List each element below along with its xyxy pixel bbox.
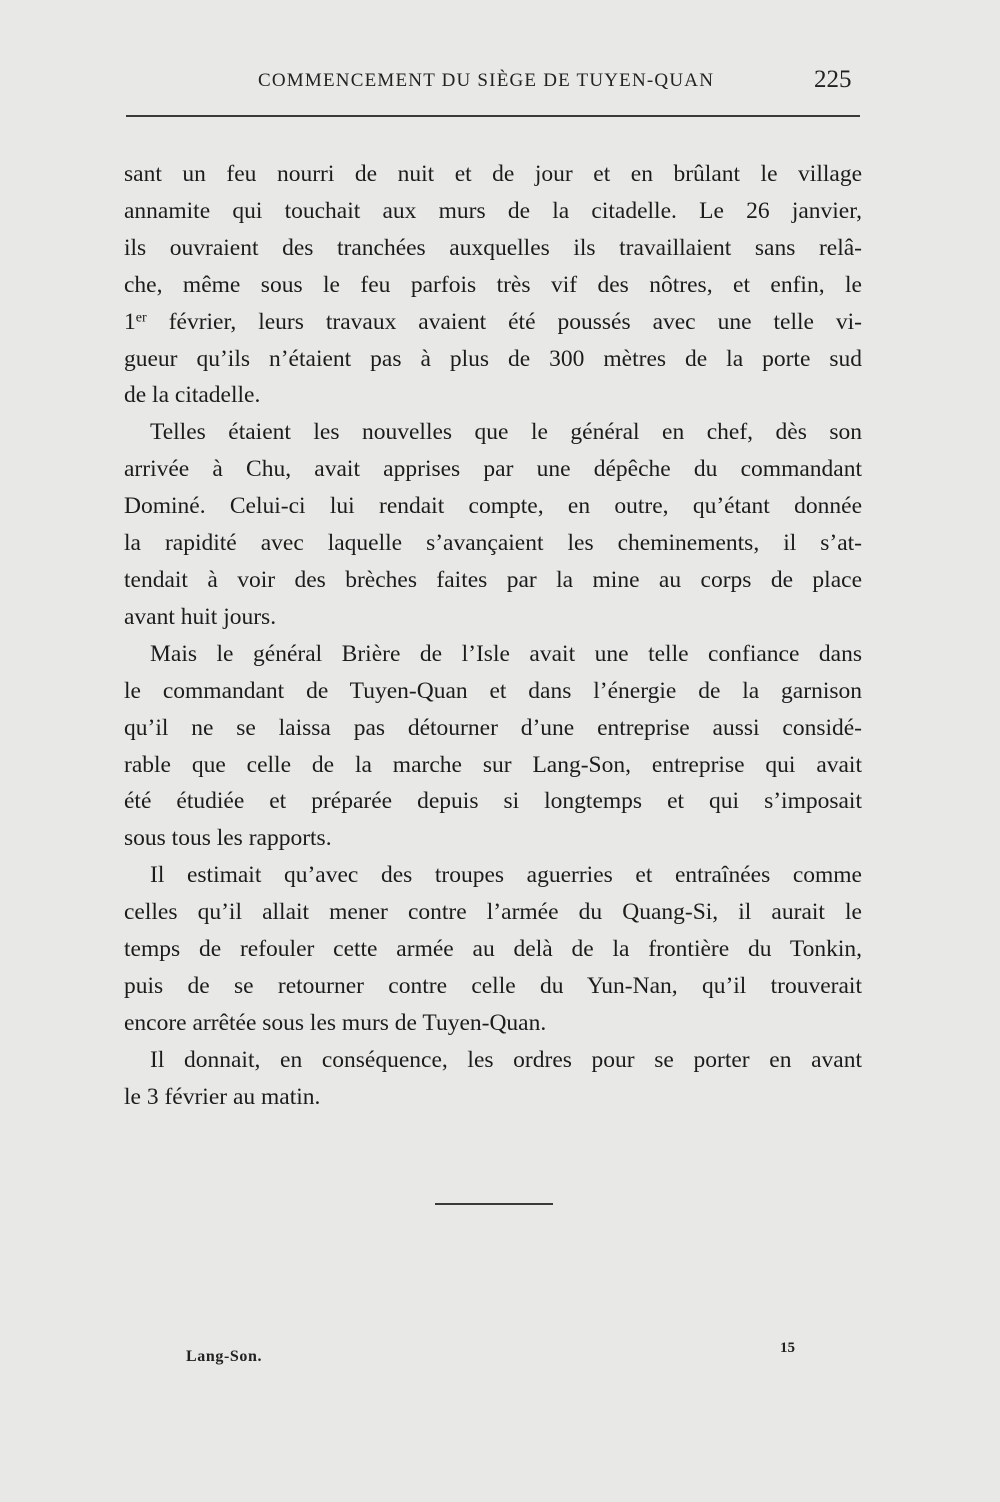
text-line: rable que celle de la marche sur Lang-Son, entreprise qui avait — [124, 751, 862, 778]
text-line: annamite qui touchait aux murs de la citadelle. Le 26 janvier, — [124, 197, 862, 224]
text-line: gueur qu’ils n’étaient pas à plus de 300 mètres de la porte sud — [124, 345, 862, 372]
text-line: sous tous les rapports. — [124, 825, 332, 852]
paragraph-5 — [124, 1042, 862, 1116]
text-line: le 3 février au matin. — [124, 1083, 321, 1110]
text-line: sant un feu nourri de nuit et de jour et en brûlant le village — [124, 161, 862, 187]
text-line: che, même sous le feu parfois très vif des nôtres, et enfin, le — [124, 271, 862, 298]
date-number: 1 — [124, 308, 136, 335]
text-line-rest: février, leurs travaux avaient été poussés avec une telle vi- — [168, 308, 863, 335]
text-line: puis de se retourner contre celle du Yun-Nan, qu’il trouverait — [124, 972, 862, 999]
text-line: qu’il ne se laissa pas détourner d’une entreprise aussi considé- — [124, 714, 862, 741]
text-line: temps de refouler cette armée au delà de la frontière du Tonkin, — [124, 936, 862, 963]
text-line: Il donnait, en conséquence, les ordres pour se porter en avant — [150, 1046, 862, 1073]
text-line: Il estimait qu’avec des troupes aguerries et entraînées comme — [150, 862, 862, 889]
text-line: arrivée à Chu, avait apprises par une dépêche du commandant — [124, 456, 862, 483]
date-superscript: er — [135, 308, 147, 325]
text-line: ils ouvraient des tranchées auxquelles ils travaillaient sans relâ- — [124, 234, 862, 261]
text-line: tendait à voir des brèches faites par la mine au corps de place — [124, 566, 862, 593]
sheet-number: 15 — [780, 1340, 795, 1356]
text-line: celles qu’il allait mener contre l’armée du Quang-Si, il aurait le — [124, 899, 862, 926]
paragraph-4 — [124, 857, 862, 1042]
paragraph-2 — [124, 414, 862, 635]
text-line: Telles étaient les nouvelles que le général en chef, dès son — [150, 419, 862, 446]
text-line-with-date — [124, 304, 862, 341]
text-line: avant huit jours. — [124, 603, 277, 630]
text-line: de la citadelle. — [124, 382, 261, 409]
text-line: été étudiée et préparée depuis si longtemps et qui s’imposait — [124, 788, 862, 815]
text-line: encore arrêtée sous les murs de Tuyen-Quan. — [124, 1009, 547, 1036]
body-text — [124, 156, 862, 1116]
text-line: Mais le général Brière de l’Isle avait une telle confiance dans — [150, 640, 862, 667]
header-rule — [126, 115, 860, 117]
page-number: 225 — [814, 66, 852, 93]
closing-rule — [435, 1203, 553, 1205]
paragraph-1 — [124, 156, 862, 414]
text-line: le commandant de Tuyen-Quan et dans l’énergie de la garnison — [124, 677, 862, 704]
signature-mark: Lang-Son. — [186, 1348, 263, 1365]
text-line: Dominé. Celui-ci lui rendait compte, en outre, qu’étant donnée — [124, 493, 862, 520]
paragraph-3 — [124, 636, 862, 857]
text-line: la rapidité avec laquelle s’avançaient les cheminements, il s’at- — [124, 530, 862, 557]
running-title: COMMENCEMENT DU SIÈGE DE TUYEN-QUAN — [258, 70, 715, 91]
